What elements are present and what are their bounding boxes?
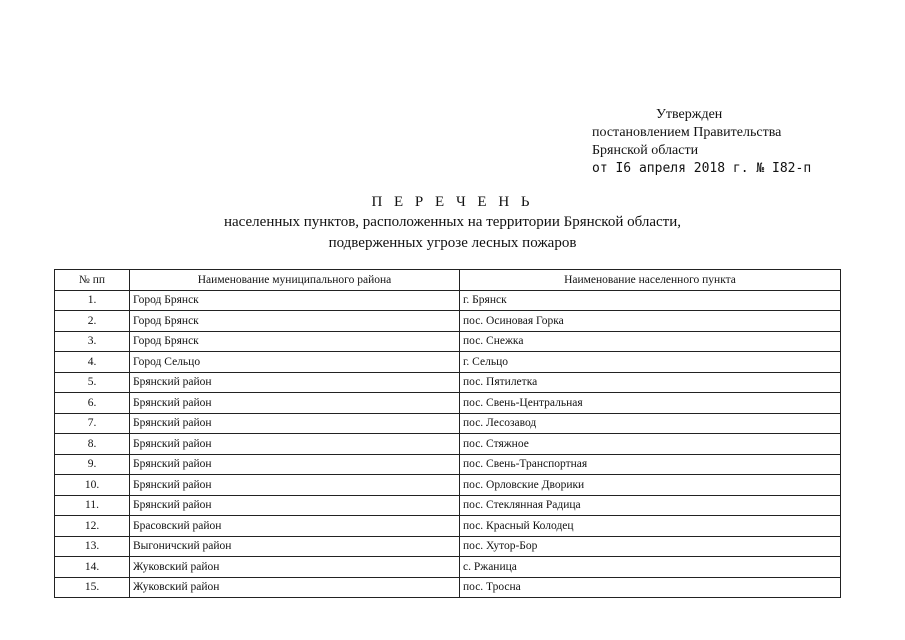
row-settlement-cell: пос. Свень-Транспортная xyxy=(460,454,841,475)
header-district: Наименование муниципального района xyxy=(130,270,460,291)
header-settlement: Наименование населенного пункта xyxy=(460,270,841,291)
row-district-cell: Брянский район xyxy=(130,393,460,414)
row-number-cell: 8. xyxy=(55,434,130,455)
row-number-cell: 2. xyxy=(55,311,130,332)
row-number-cell: 10. xyxy=(55,475,130,496)
header-number: № пп xyxy=(55,270,130,291)
row-district-cell: Выгоничский район xyxy=(130,536,460,557)
table-row xyxy=(55,311,841,332)
table-row xyxy=(55,352,841,373)
document-subtitle-line-2: подверженных угрозе лесных пожаров xyxy=(328,235,577,251)
table-row xyxy=(55,495,841,516)
table-row xyxy=(55,454,841,475)
table-row xyxy=(55,331,841,352)
row-district-cell: Брасовский район xyxy=(130,516,460,537)
table-row xyxy=(55,577,841,598)
table-row xyxy=(55,413,841,434)
row-district-cell: Город Брянск xyxy=(130,311,460,332)
row-district-cell: Брянский район xyxy=(130,495,460,516)
row-number-cell: 14. xyxy=(55,557,130,578)
row-number-cell: 15. xyxy=(55,577,130,598)
settlements-table xyxy=(54,269,841,598)
row-district-cell: Город Брянск xyxy=(130,331,460,352)
table-row xyxy=(55,516,841,537)
row-number-cell: 13. xyxy=(55,536,130,557)
table-row xyxy=(55,393,841,414)
row-district-cell: Город Брянск xyxy=(130,290,460,311)
row-settlement-cell: пос. Хутор-Бор xyxy=(460,536,841,557)
row-number-cell: 6. xyxy=(55,393,130,414)
row-district-cell: Брянский район xyxy=(130,434,460,455)
row-settlement-cell: пос. Свень-Центральная xyxy=(460,393,841,414)
row-district-cell: Брянский район xyxy=(130,475,460,496)
row-settlement-cell: пос. Стеклянная Радица xyxy=(460,495,841,516)
row-district-cell: Жуковский район xyxy=(130,577,460,598)
table-row xyxy=(55,372,841,393)
approval-line-approved: Утвержден xyxy=(656,107,723,122)
row-settlement-cell: пос. Осиновая Горка xyxy=(460,311,841,332)
table-body xyxy=(55,290,841,598)
row-settlement-cell: г. Сельцо xyxy=(460,352,841,373)
row-number-cell: 12. xyxy=(55,516,130,537)
table-row xyxy=(55,557,841,578)
table-row xyxy=(55,434,841,455)
row-number-cell: 9. xyxy=(55,454,130,475)
approval-line-region: Брянской области xyxy=(592,143,699,158)
row-number-cell: 5. xyxy=(55,372,130,393)
row-settlement-cell: пос. Тросна xyxy=(460,577,841,598)
row-number-cell: 11. xyxy=(55,495,130,516)
row-settlement-cell: пос. Пятилетка xyxy=(460,372,841,393)
row-settlement-cell: пос. Орловские Дворики xyxy=(460,475,841,496)
row-settlement-cell: пос. Снежка xyxy=(460,331,841,352)
approval-block xyxy=(592,106,811,178)
row-district-cell: Брянский район xyxy=(130,413,460,434)
row-settlement-cell: с. Ржаница xyxy=(460,557,841,578)
row-district-cell: Жуковский район xyxy=(130,557,460,578)
row-number-cell: 1. xyxy=(55,290,130,311)
document-heading xyxy=(0,192,905,254)
row-settlement-cell: пос. Стяжное xyxy=(460,434,841,455)
row-settlement-cell: г. Брянск xyxy=(460,290,841,311)
table-header-row xyxy=(55,270,841,291)
row-settlement-cell: пос. Красный Колодец xyxy=(460,516,841,537)
row-number-cell: 4. xyxy=(55,352,130,373)
approval-line-date-number: от I6 апреля 2018 г. № I82-п xyxy=(592,161,812,176)
table-row xyxy=(55,290,841,311)
row-district-cell: Брянский район xyxy=(130,372,460,393)
table-row xyxy=(55,475,841,496)
row-district-cell: Город Сельцо xyxy=(130,352,460,373)
approval-line-resolution: постановлением Правительства xyxy=(592,125,782,140)
table-row xyxy=(55,536,841,557)
row-number-cell: 7. xyxy=(55,413,130,434)
row-district-cell: Брянский район xyxy=(130,454,460,475)
row-number-cell: 3. xyxy=(55,331,130,352)
row-settlement-cell: пос. Лесозавод xyxy=(460,413,841,434)
document-title: П Е Р Е Ч Е Н Ь xyxy=(371,194,534,210)
document-subtitle-line-1: населенных пунктов, расположенных на территории Брянской области, xyxy=(224,214,681,230)
